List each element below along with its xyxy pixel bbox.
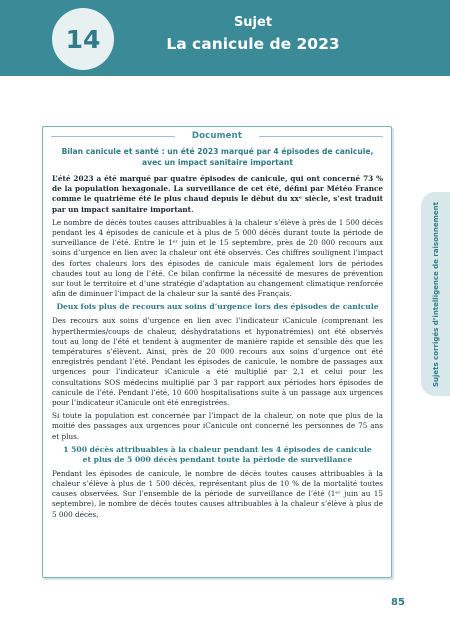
- subheading-2-line-1: 1 500 décès attribuables à la chaleur pendant les 4 épisodes de canicule: [63, 444, 372, 454]
- document-label: Document: [186, 131, 248, 141]
- subheading-2: [52, 445, 383, 465]
- paragraph-2: Des recours aux soins d’urgence en lien avec l’indicateur iCanicule (comprenant les hyperthermies/coups de chaleur, déshydratations et hyponatrémies) ont été observés tout au long de l’été et tendent à augmenter de manière rapide et sensible dès que les températures s’élèvent. Ainsi, près de 20 000 recours aux soins d’urgence ont été enregistrés pendant l’été. Pendant les épisodes de canicule, le nombre de passages aux urgences pour l’indicateur iCanicule a été multiplié par 2,1 et celui pour les consultations SOS médecins multiplié par 3 par rapport aux périodes hors épisodes de canicule de l’été. Pendant l’été, 10 600 hospitalisations suite à un passage aux urgences pour l’indicateur iCanicule ont été enregistrées.: [52, 316, 383, 408]
- subheading-1: Deux fois plus de recours aux soins d’urgence lors des épisodes de canicule: [56, 302, 379, 312]
- subheading-2-line-2: et plus de 5 000 décès pendant toute la période de surveillance: [82, 454, 353, 464]
- paragraph-1: Le nombre de décès toutes causes attribuables à la chaleur s’élève à près de 1 500 décès pendant les 4 épisodes de canicule et à plus de 5 000 décès durant toute la période de surveillance de l’été. Entre le 1ᵉʳ juin et le 15 septembre, près de 20 000 recours aux soins d’urgence en lien avec la chaleur ont été observés. Ces chiffres soulignent l’impact des fortes chaleurs lors des épisodes de canicule mais également lors de périodes chaudes tout au long de l’été. Ce bilan confirme la nécessité de mesures de prévention sur tout le territoire et d’une stratégie d’adaptation au changement climatique renforcée afin de diminuer l’impact de la chaleur sur la santé des Français.: [52, 217, 383, 299]
- document-box: [42, 126, 392, 578]
- document-label-row: [43, 127, 391, 145]
- header-band: [0, 0, 450, 76]
- page-number: 85: [391, 597, 405, 608]
- document-heading-line-1: Bilan canicule et santé : un été 2023 marqué par 4 épisodes de canicule,: [61, 147, 374, 156]
- side-tab-label: Sujets corrigés d’intelligence de raisonnement: [431, 201, 440, 387]
- document-content: [52, 147, 383, 523]
- page-title: La canicule de 2023: [166, 35, 340, 53]
- side-tab: [421, 192, 450, 396]
- paragraph-4: Pendant les épisodes de canicule, le nombre de décès toutes causes attribuables à la chaleur s’élève à plus de 1 500 décès, représentant plus de 10 % de la mortalité toutes causes observées. Sur l’ensemble de la période de surveillance de l’été (1ᵉʳ juin au 15 septembre), le nombre de décès toutes causes attribuables à la chaleur s’élève à plus de 5 000 décès,: [52, 468, 383, 519]
- header-kicker: Sujet: [233, 15, 273, 30]
- document-heading: [52, 147, 383, 168]
- paragraph-3: Si toute la population est concernée par l’impact de la chaleur, on note que plus de la moitié des passages aux urgences pour iCanicule ont concerné les personnes de 75 ans et plus.: [52, 411, 383, 441]
- document-heading-line-2: avec un impact sanitaire important: [142, 157, 293, 167]
- intro-paragraph: L’été 2023 a été marqué par quatre épisodes de canicule, qui ont concerné 73 % de la population hexagonale. La surveillance de cet été, défini par Météo France comme le quatrième été le plus chaud depuis le début du xxᵉ siècle, s’est traduit par un impact sanitaire important.: [52, 174, 383, 214]
- chapter-number: 14: [65, 24, 101, 54]
